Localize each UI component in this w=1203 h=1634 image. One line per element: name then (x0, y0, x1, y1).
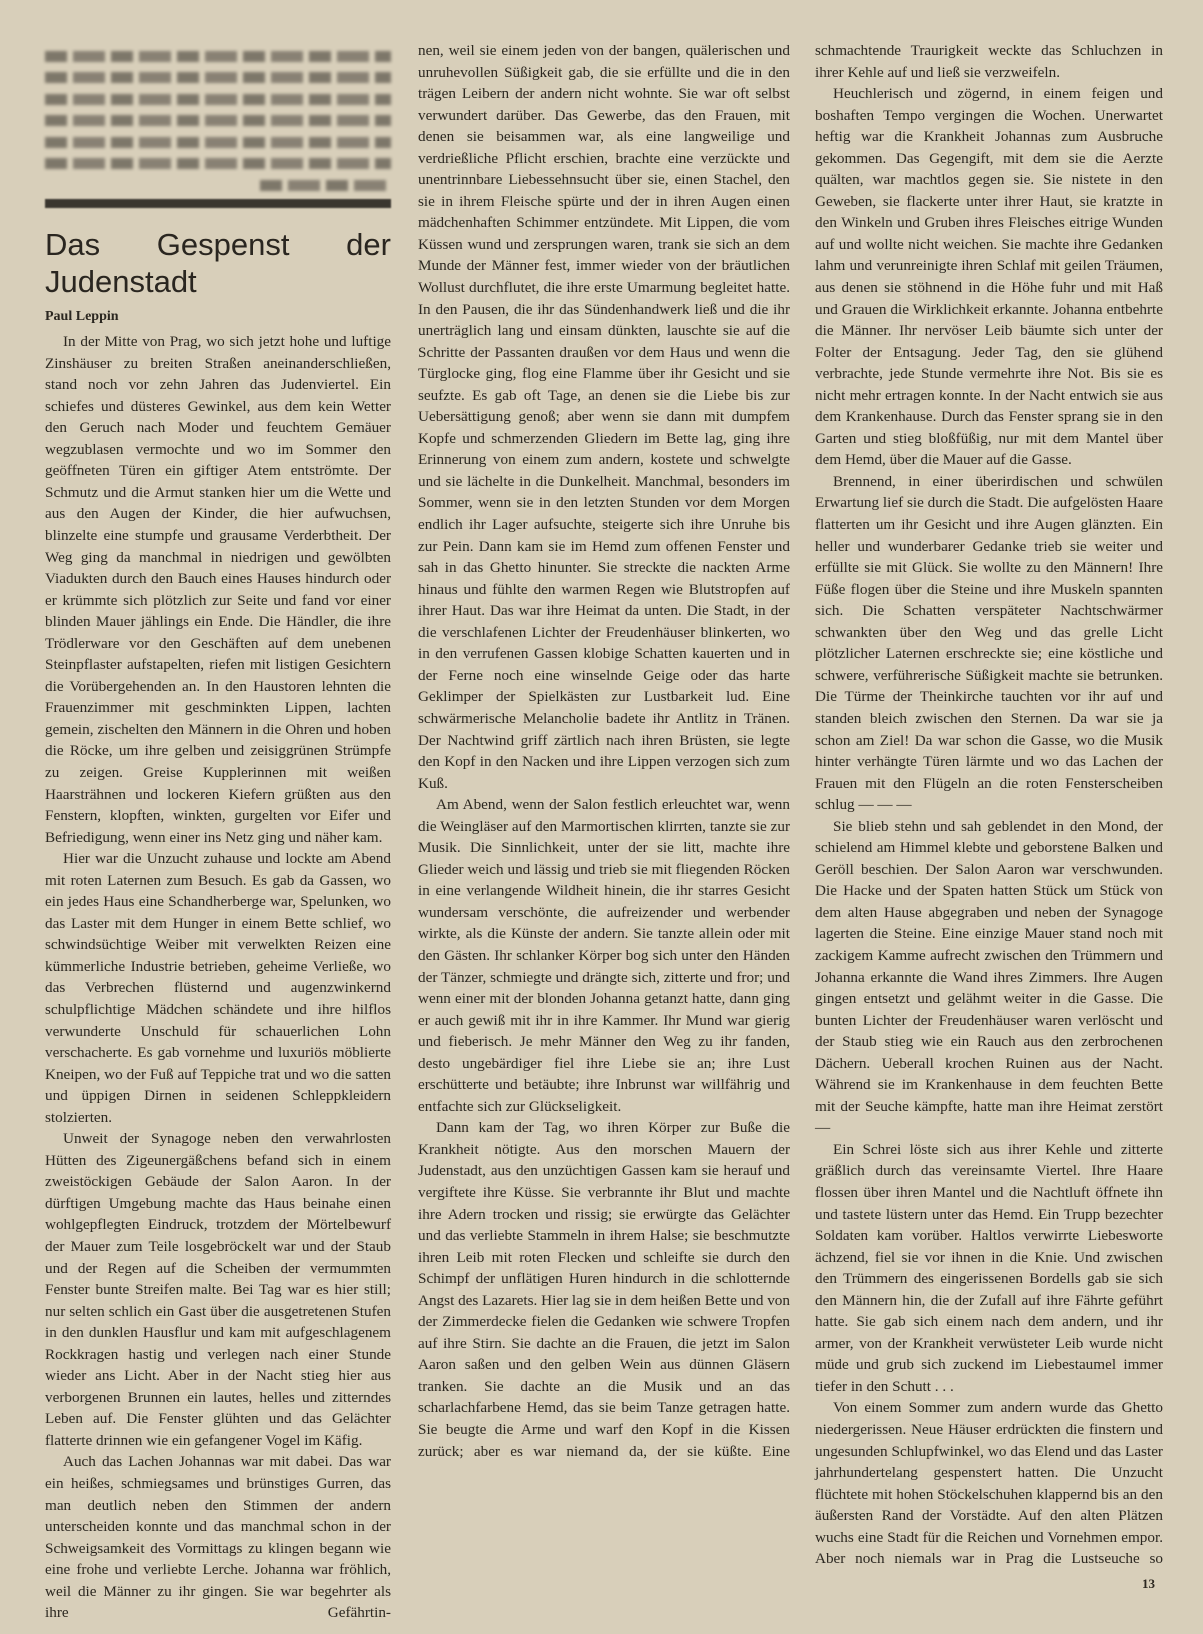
paragraph: Auch das Lachen Johannas war mit dabei. Das war ein heißes, schmiegsames und brünstiges Gurren, das man deutlich neben den Stimmen der andern unterscheiden konnte und das manchmal schon in der Schweigsamkeit des Vormittags zu klingen begann wie eine frohe und verliebte Lerche. Johanna war fröhlich, weil die Männer zu ihr gingen. Sie war begehrter als ihre Gefährtin- (45, 1453, 391, 1622)
article-author: Paul Leppin (45, 308, 119, 324)
paragraph: Dann kam der Tag, wo ihren Körper zur Buße die Krankheit nötigte. Aus den morschen Mauern der Judenstadt, aus den unzüchtigen Gassen kam sie herauf und vergiftete ihre Küsse. Sie verbrannte ihr Blut und machte ihre Adern trocken und rissig; sie erwürgte das Gelächter und das verliebte Stammeln in ihrem Halse; sie beschmutzte ihren Leib mit roten Flecken und schleifte sie durch den Schimpf der unflätigen Huren hindurch in die schlotternde Angst des Lazarets. Hier lag sie in dem heißen Bette und von der Zimmerdecke fielen die Gedanken wie schwere Tropfen auf ihre Stirn. Sie dachte an die Frauen, die jetzt im Salon Aaron saßen und den gelben Wein aus dünnen Gläsern tranken. Sie dachte an die Musik und an das scharlachfarbene Hemd, das sie beim Tanze getragen hatte. Sie beugte die Arme und warf den Kopf in die Kissen zurück; aber es war niemand da, der sie küßte. Eine (418, 1119, 790, 1460)
paragraph: Ein Schrei löste sich aus ihrer Kehle und zitterte gräßlich durch das vereinsamte Viertel. Ihre Haare flossen über ihren Mantel und die Nachtluft öffnete ihn und tastete lüstern unter das Hemd. Ein Trupp bezechter Soldaten kam vorüber. Haltlos verwirrte Liebesworte ächzend, fiel sie vor ihnen in die Knie. Und zwischen den Trümmern des eingerissenen Bordells gab sie sich den Männern hin, die der Zufall auf ihre Fährte geführt hatte. Sie gab sich einem nach dem andern, und ihr armer, von der Krankheit verwüsteter Leib wurde nicht müde und grub sich zuckend im Liebestaumel immer tiefer in den Schutt . . . (815, 1140, 1163, 1395)
paragraph: schmachtende Traurigkeit weckte das Schluchzen in ihrer Kehle auf und ließ sie verzweifeln. (815, 42, 1163, 81)
article-title: Das Gespenst der Judenstadt (45, 226, 391, 299)
paragraph: Von einem Sommer zum andern wurde das Ghetto niedergerissen. Neue Häuser erdrückten die finstern und ungesunden Schlupfwinkel, wo das Elend und das Laster jahrhundertelang gespenstert hatten. Die Unzucht flüchtete mit hohen Stöckelschuhen klappernd bis an den äußersten Rand der Vorstädte. Auf den alten Plätzen wuchs eine Stadt für die Reichen und Vornehmen empor. Aber noch niemals war in Prag die Lustseuche so (815, 1399, 1163, 1568)
paragraph: Am Abend, wenn der Salon festlich erleuchtet war, wenn die Weingläser auf den Marmortischen klirrten, tanzte sie zur Musik. Die Sinnlichkeit, unter der sie litt, machte ihre Glieder weich und lässig und trieb sie mit fliegenden Röcken in eine verlangende Wildheit hinein, die ihr starres Gesicht wundersam verschönte, die aufreizender und werbender wirkte, als die Künste der andern. Sie tanzte allein oder mit den Gästen. Ihr schlanker Körper bog sich unter den Händen der Tänzer, schmiegte und drängte sich, zitterte und fror; und wenn einer mit der blonden Johanna getanzt hatte, dann ging er auch gewiß mit ihr in ihre Kammer. Ihr Mund war gierig und fieberisch. Je mehr Männer den Weg zu ihr fanden, desto ungebärdiger fiel ihre Liebe sie an; ihre Lust erschütterte und betäubte; ihre Inbrunst war willfährig und entfachte sich zur Glückseligkeit. (418, 796, 790, 1115)
section-divider (45, 199, 391, 208)
paragraph: Hier war die Unzucht zuhause und lockte am Abend mit roten Laternen zum Besuch. Es gab da Gassen, wo ein jedes Haus eine Schandherberge war, Spelunken, wo das Laster mit dem Hunger in einem Bette schlief, wo schwindsüchtige Weiber mit verwelkten Reizen eine kümmerliche Industrie betrieben, geheime Verließe, wo das Verbrechen flüsternd und augenzwinkernd schulpflichtige Mädchen schändete und ihre hilflos verwunderte Unschuld für schauerlichen Lohn verschacherte. Es gab vornehme und luxuriös möblierte Kneipen, wo der Fuß auf Teppiche trat und wo die satten und üppigen Dirnen in seidenen Schleppkleidern stolzierten. (45, 850, 391, 1126)
page-number: 13 (1142, 1576, 1155, 1591)
column-1 (45, 40, 391, 1624)
column-3 (815, 40, 1163, 1570)
paragraph: Brennend, in einer überirdischen und schwülen Erwartung lief sie durch die Stadt. Die aufgelösten Haare flatterten um ihr Gesicht und ihre Augen glänzten. Ein heller und wunderbarer Gedanke trieb sie weiter und erfüllte sie mit Glück. Sie wollte zu den Männern! Ihre Füße flogen über die Steine und ihre Muskeln spannten sich. Die Schatten verspäteter Nachtschwärmer schwankten über den Weg und das grelle Licht plötzlicher Laternen erschreckte sie; eine köstliche und schwere, verführerische Süßigkeit machte sie betrunken. Die Türme der Theinkirche tauchten vor ihr auf und standen bleich zwischen den Sternen. Da war sie ja schon am Ziel! Da war schon die Gasse, wo die Musik hinter verhängte Türen lärmte und wo das Lachen der Frauen mit den Flügeln an die roten Fensterscheiben schlug — — — (815, 472, 1163, 814)
column-2 (418, 40, 790, 1462)
paragraph: Sie blieb stehn und sah geblendet in den Mond, der schielend am Himmel klebte und geborstene Balken und Geröll beschien. Der Salon Aaron war verschwunden. Die Hacke und der Spaten hatten Stück um Stück von dem alten Hause abgegraben und neben der Synagoge lagerten die Steine. Eine einzige Mauer stand noch mit zackigem Kamme aufrecht zwischen den Trümmern und Johanna erkannte die Wand ihres Zimmers. Ihre Augen gingen entsetzt und gelähmt weiter in die Gasse. Die bunten Lichter der Freudenhäuser waren verlöscht und der Staub stieg wie ein Rauch aus den zerbrochenen Dächern. Ueberall krochen Ruinen aus der Nacht. Während sie im Krankenhause in dem feuchten Bette mit der Seuche kämpfte, hatte man ihre Heimat zerstört — (815, 817, 1163, 1137)
paragraph: Heuchlerisch und zögernd, in einem feigen und boshaften Tempo vergingen die Wochen. Unerwartet heftig war die Krankheit Johannas zum Ausbruche gekommen. Das Gegengift, mit dem sie die Aerzte quälten, war machtlos gegen sie. Sie nistete in den Geweben, sie flackerte unter ihrer Haut, sie kratzte in den Winkeln und Gruben ihres Fleisches eitrige Wunden auf und wollte nicht weichen. Sie machte ihre Gedanken lahm und verunreinigte ihren Schlaf mit geilen Träumen, aus denen sie stöhnend in die Höhe fuhr und mit Haß und Grauen die Wirklichkeit erkannte. Johanna entbehrte die Männer. Ihr nervöser Leib bäumte sich unter der Folter der Entsagung. Jeder Tag, den sie glühend verbrachte, jede Stunde vermehrte ihre Not. Bis sie es nicht mehr ertragen konnte. In der Nacht entwich sie aus dem Krankenhause. Durch das Fenster sprang sie in den Garten und stieg bloßfüßig, nur mit dem Mantel über dem Hemd, über die Mauer auf die Gasse. (815, 85, 1163, 469)
paragraph: Unweit der Synagoge neben den verwahrlosten Hütten des Zigeunergäßchens befand sich in einem zweistöckigen Gebäude der Salon Aaron. In der dürftigen Umgebung machte das Haus beinahe einen wohlgepflegten Eindruck, trotzdem der Mörtelbewurf der Mauer zum Teile losgebröckelt war und der Staub und der Regen auf die Scheiben der vermummten Fenster bunte Streifen malte. Bei Tag war es hier still; nur selten schlich ein Gast über die ausgetretenen Stufen in den dunklen Hausflur und kam mit aufgeschlagenem Rockkragen hastig und verlegen nach einer Stunde wieder ans Licht. Aber in der Nacht stieg hier aus verborgenen Brunnen ein lautes, helles und zitterndes Leben auf. Die Fenster glühten und das Gelächter flatterte drinnen wie ein gefangener Vogel im Käfig. (45, 1130, 391, 1449)
illegible-previous-article-text (45, 51, 391, 191)
paragraph: nen, weil sie einem jeden von der bangen, quälerischen und unruhevollen Süßigkeit gab, die sie erfüllte und die in den trägen Leibern der andern nicht wohnte. Sie war oft selbst verwundert darüber. Das Gewerbe, das den Frauen, mit denen sie beisammen war, als eine langweilige und verdrießliche Pflicht erschien, brachte eine verzückte und unentrinnbare Liebessehnsucht über sie, einen Stachel, den sie in ihrem Fleische spürte und der in ihren Augen einen mädchenhaften Schimmer entzündete. Mit Lippen, die vom Küssen wund und zersprungen waren, trank sie sich an dem Munde der Männer fest, immer wieder von der bräutlichen Wollust durchflutet, die ihre erste Umarmung begleitet hatte. In den Pausen, die ihr das Sündenhandwerk ließ und die ihr unerträglich lang und einsam dünkten, lauschte sie auf die Schritte der Passanten draußen vor dem Haus und wenn die Türglocke ging, flog eine Flamme über ihr Gesicht und sie seufzte. Es gab oft Tage, an denen sie die Liebe bis zur Uebersättigung genoß; aber wenn sie dann mit dumpfem Kopfe und schmerzenden Gliedern im Bette lag, ging ihre Erinnerung von einem zum andern, kostete und schwelgte und sie lächelte in die Dunkelheit. Manchmal, besonders im Sommer, wenn sie in den letzten Stunden vor dem Morgen endlich ihr Lager aufsuchte, steigerte sich ihre Unruhe bis zur Pein. Dann kam sie im Hemd zum offenen Fenster und sah in das Ghetto hinunter. Sie streckte die nackten Arme hinaus und fühlte den warmen Regen wie Blutstropfen auf ihrer Haut. Das war ihre Heimat da unten. Die Stadt, in der die verschlafenen Lichter der Freudenhäuser blinkerten, wo in den verrufenen Gassen klobige Schatten kauerten und in der Ferne noch eine winselnde Geige oder das harte Geklimper der Spielkästen zur Lustbarkeit lud. Eine schwärmerische Melancholie badete ihr Antlitz in Tränen. Der Nachtwind griff zärtlich nach ihren Brüsten, sie legte den Kopf in den Nacken und ihre Lippen verzogen sich zum Kuß. (418, 42, 790, 792)
paragraph: In der Mitte von Prag, wo sich jetzt hohe und luftige Zinshäuser zu breiten Straßen aneinanderschließen, stand noch vor zehn Jahren das Judenviertel. Ein schiefes und düsteres Gewinkel, aus dem kein Wetter den Geruch nach Moder und feuchtem Gemäuer wegzublasen vermochte und wo im Sommer den geöffneten Türen ein giftiger Atem entströmte. Der Schmutz und die Armut stanken hier um die Wette und aus den Augen der Kinder, die hier aufwuchsen, blinzelte eine stumpfe und grausame Verderbtheit. Der Weg ging da manchmal in niedrigen und gewölbten Viadukten durch den Bauch eines Hauses hindurch oder er krümmte sich plötzlich zur Seite und fand vor einer blinden Mauer jählings ein Ende. Die Händler, die ihre Trödlerware vor den Geschäften auf dem unebenen Steinpflaster aufstapelten, riefen mit listigen Gesichtern die Vorübergehenden an. In den Haustoren lehnten die Frauenzimmer mit geschminkten Lippen, lachten gemein, zischelten den Männern in die Ohren und hoben die Röcke, um ihre gelben und zeisiggrünen Strümpfe zu zeigen. Greise Kupplerinnen mit weißen Haarsträhnen und lockeren Kiefern grüßten aus den Fenstern, klopften, winkten, gurgelten vor Eifer und Befriedigung, wenn einer ins Netz ging und näher kam. (45, 333, 391, 846)
